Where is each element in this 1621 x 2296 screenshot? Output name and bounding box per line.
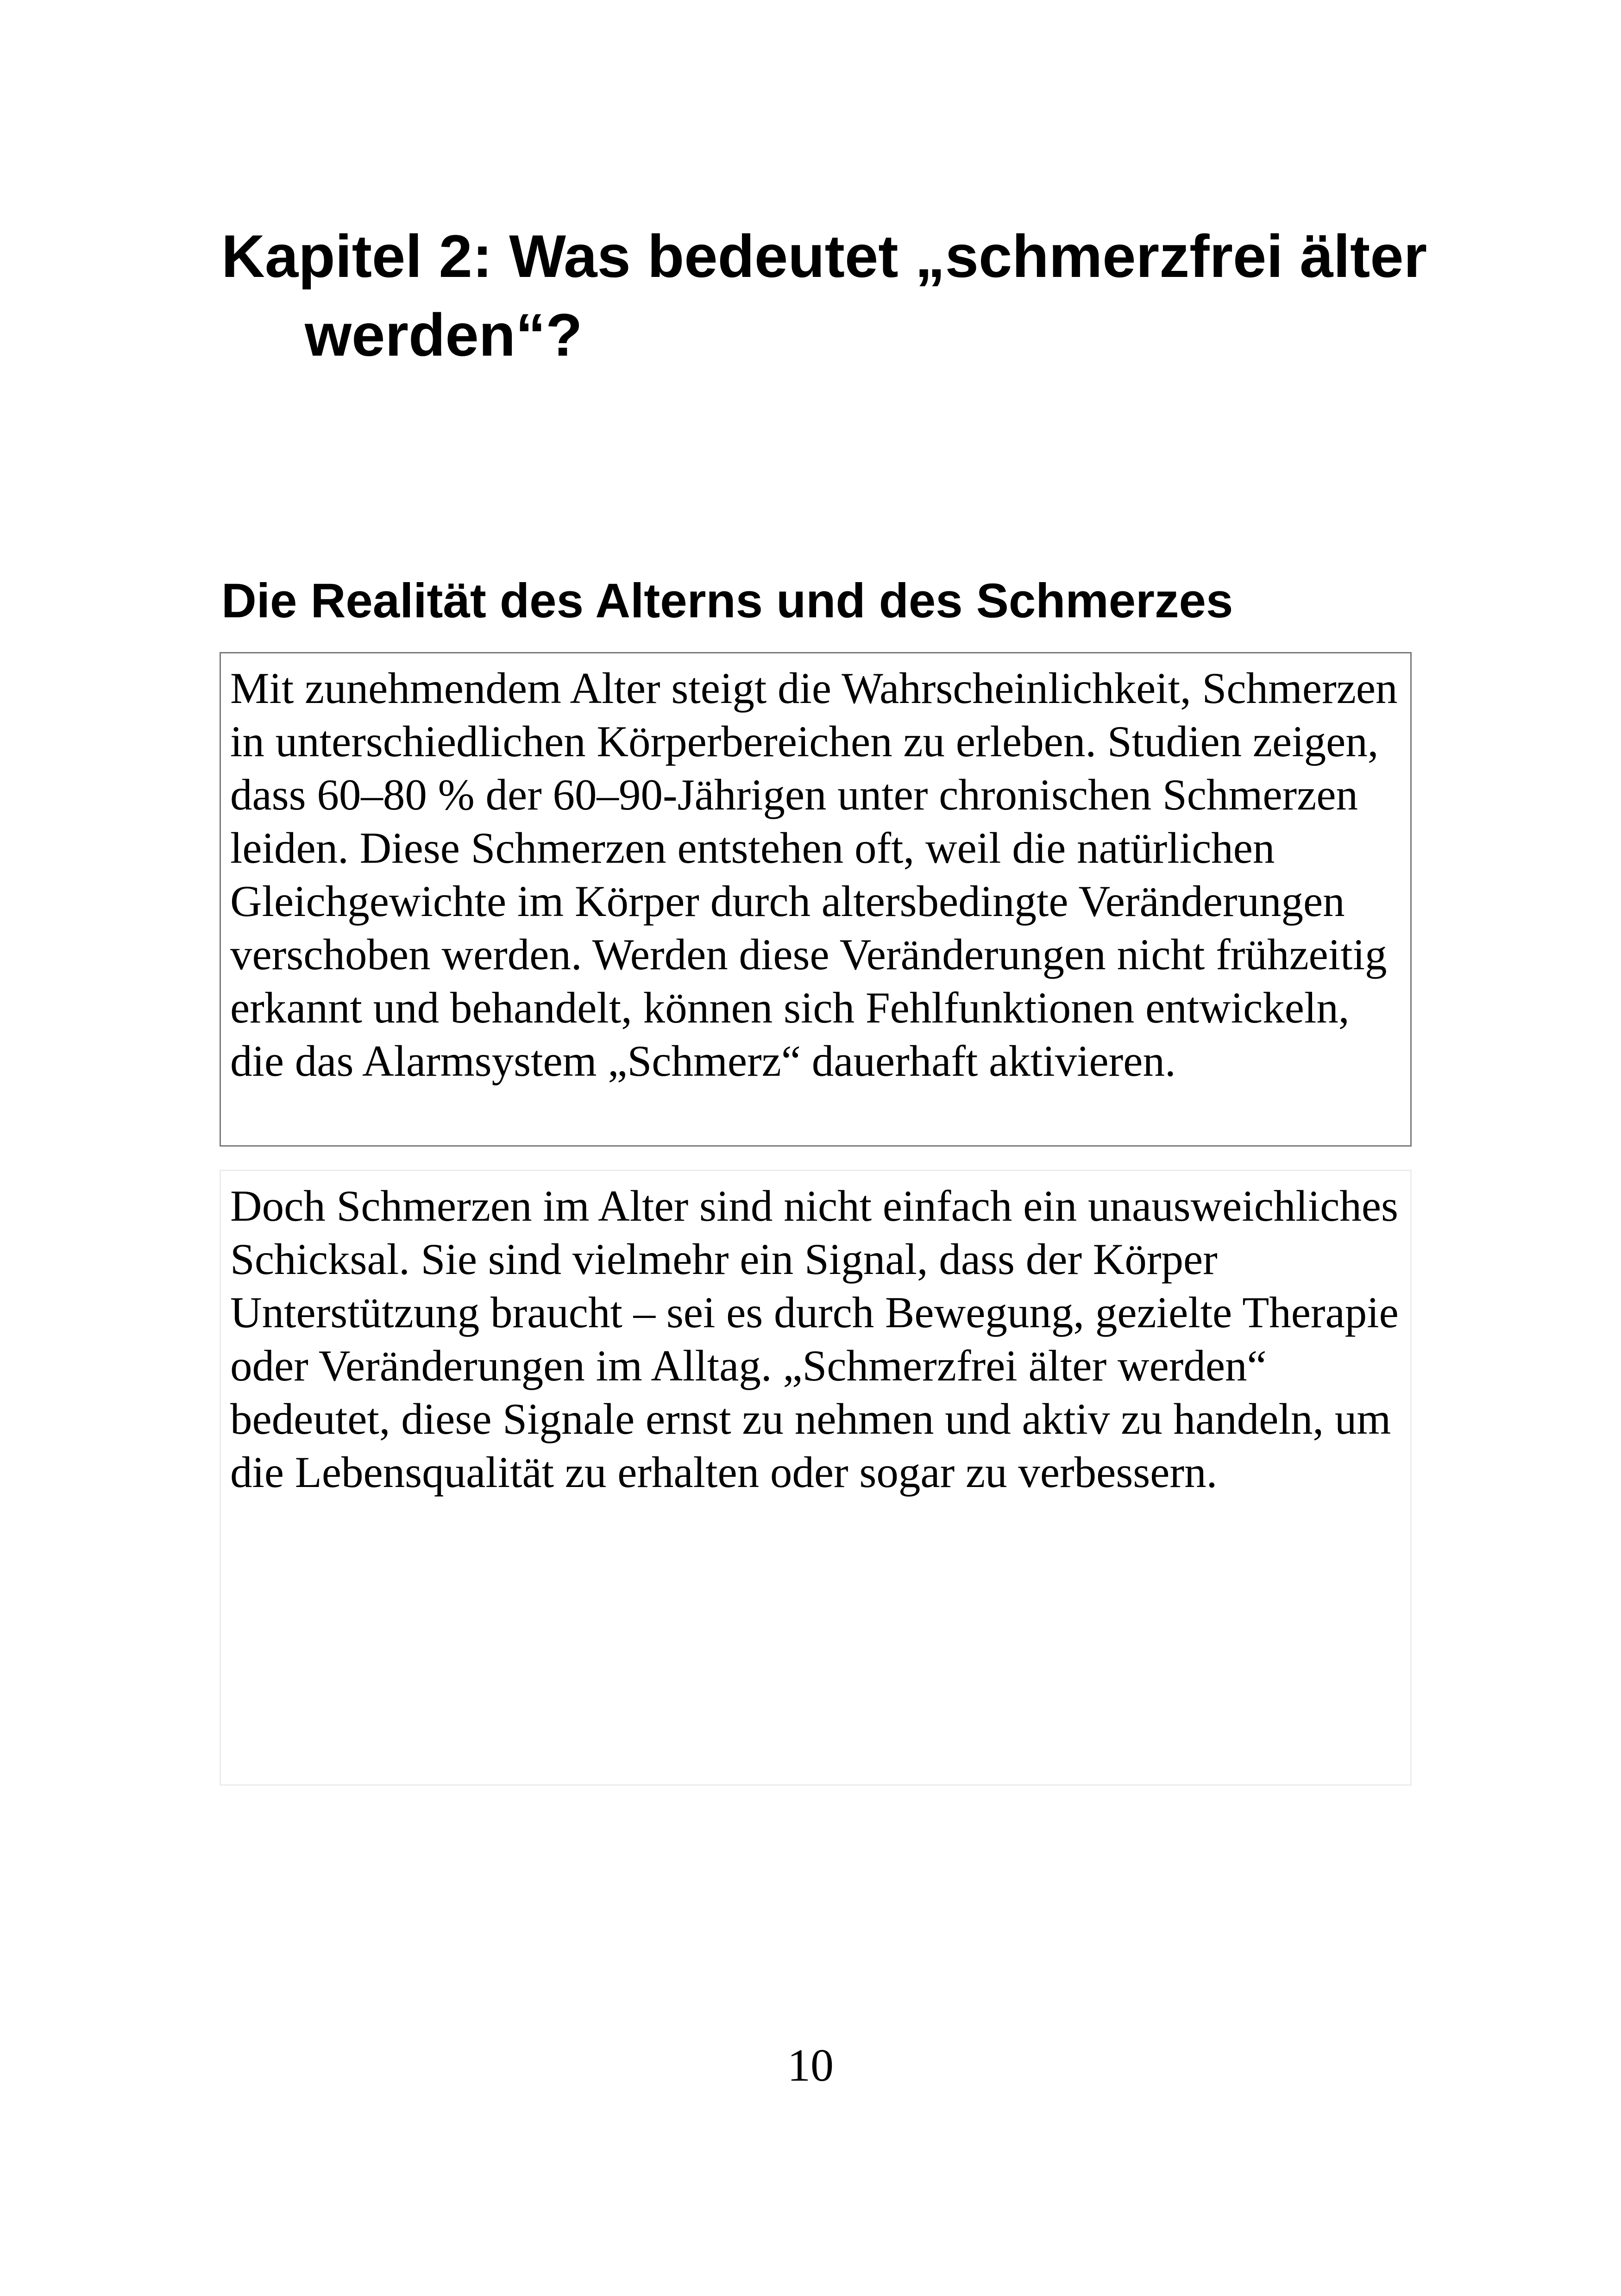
text-box-signal: [220, 1170, 1412, 1786]
text-box-statistics: [220, 652, 1412, 1147]
paragraph-pain-signal: Doch Schmerzen im Alter sind nicht einfach ein unausweichliches Schicksal. Sie sind vielmehr ein Signal, dass der Körper Unterstützung braucht – sei es durch Bewegung, gezielte Therapie oder Veränderungen im Alltag. „Schmerzfrei älter werden“ bedeutet, diese Signale ernst zu nehmen und aktiv zu handeln, um die Lebensqualität zu erhalten oder sogar zu verbessern.: [230, 1181, 1399, 1497]
chapter-title: Kapitel 2: Was bedeutet „schmerzfrei älter werden“?: [221, 222, 1427, 369]
section-heading: Die Realität des Alterns und des Schmerzes: [221, 574, 1233, 628]
page-number: 10: [787, 2039, 834, 2091]
paragraph-aging-pain: Mit zunehmendem Alter steigt die Wahrscheinlichkeit, Schmerzen in unterschiedlichen Körperbereichen zu erleben. Studien zeigen, dass 60–80 % der 60–90-Jährigen unter chronischen Schmerzen leiden. Diese Schmerzen entstehen oft, weil die natürlichen Gleichgewichte im Körper durch altersbedingte Veränderungen verschoben werden. Werden diese Veränderungen nicht frühzeitig erkannt und behandelt, können sich Fehlfunktionen entwickeln, die das Alarmsystem „Schmerz“ dauerhaft aktivieren.: [230, 664, 1398, 1085]
